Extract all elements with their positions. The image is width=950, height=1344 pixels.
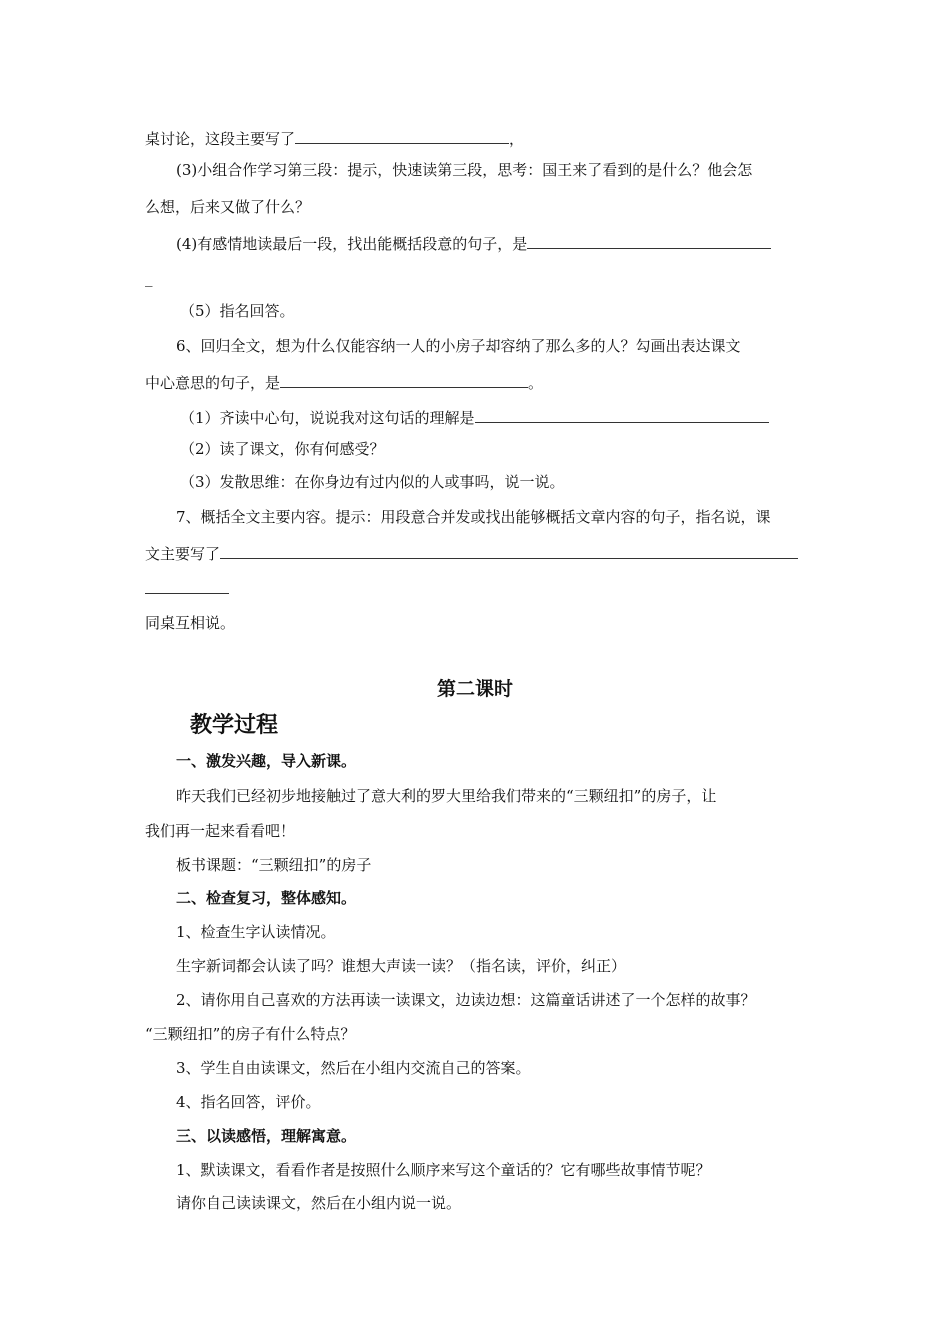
line-text: 二、检查复习，整体感知。 (176, 889, 357, 907)
line-text: 昨天我们已经初步地接触过了意大利的罗大里给我们带来的“三颗纽扣”的房子，让 (176, 787, 717, 805)
text-line (176, 233, 807, 254)
line-text: （1）齐读中心句，说说我对这句话的理解是 (180, 409, 475, 427)
text-line (176, 507, 807, 527)
line-text: 桌讨论，这段主要写了 (145, 130, 296, 148)
line-text: 4、指名回答，评价。 (176, 1093, 321, 1111)
line-text: （2）读了课文，你有何感受？ (180, 440, 385, 458)
line-text: （5）指名回答。 (180, 302, 295, 320)
text-line (145, 372, 807, 393)
answer-blank[interactable] (280, 372, 528, 388)
line-text: 生字新词都会认读了吗？谁想大声读一读？（指名读，评价，纠正） (176, 957, 627, 975)
text-line (145, 821, 807, 841)
text-line (180, 407, 807, 428)
line-text: 1、检查生字认读情况。 (176, 923, 336, 941)
text-line (180, 301, 807, 321)
line-text: “三颗纽扣”的房子有什么特点？ (145, 1025, 356, 1043)
text-line (180, 472, 807, 492)
line-text: (3)小组合作学习第三段：提示，快速读第三段，思考：国王来了看到的是什么？他会怎 (176, 161, 753, 179)
text-line (176, 1160, 807, 1180)
text-line (145, 613, 807, 633)
line-text: （3）发散思维：在你身边有过内似的人或事吗，说一说。 (180, 473, 565, 491)
line-text: 7、概括全文主要内容。提示：用段意合并发或找出能够概括文章内容的句子，指名说，课 (176, 508, 771, 526)
line-text: 。 (528, 374, 544, 392)
text-line (145, 1024, 807, 1044)
line-text: 三、以读感悟，理解寓意。 (176, 1127, 357, 1145)
text-line (145, 268, 807, 288)
line-text: ， (509, 130, 525, 148)
text-line (176, 1058, 807, 1078)
text-line (180, 439, 807, 459)
text-line (176, 855, 807, 875)
text-line (145, 578, 807, 599)
step-heading (176, 888, 807, 908)
text-line (176, 160, 807, 180)
line-text: 么想，后来又做了什么？ (145, 198, 311, 216)
section-subtitle: 教学过程 (190, 712, 279, 738)
line-text: (4)有感情地读最后一段，找出能概括段意的句子，是 (176, 235, 528, 253)
answer-blank[interactable] (527, 233, 771, 249)
line-text: 一、激发兴趣，导入新课。 (176, 752, 357, 770)
answer-blank[interactable] (220, 543, 798, 559)
step-heading (176, 751, 807, 771)
answer-blank[interactable] (475, 407, 769, 423)
line-text: 请你自己读读课文，然后在小组内说一说。 (176, 1194, 462, 1212)
section-title: 第二课时 (436, 678, 513, 700)
text-line (145, 128, 807, 149)
answer-blank-continuation[interactable] (145, 578, 229, 594)
line-text: _ (145, 269, 153, 287)
line-text: 中心意思的句子，是 (145, 374, 281, 392)
line-text: 2、请你用自己喜欢的方法再读一读课文，边读边想：这篇童话讲述了一个怎样的故事？ (176, 991, 756, 1009)
text-line (176, 1092, 807, 1112)
line-text: 同桌互相说。 (145, 614, 236, 632)
text-line (176, 922, 807, 942)
line-text: 文主要写了 (145, 545, 221, 563)
text-line (145, 197, 807, 217)
answer-blank[interactable] (295, 128, 509, 144)
line-text: 3、学生自由读课文，然后在小组内交流自己的答案。 (176, 1059, 531, 1077)
text-line (176, 1193, 807, 1213)
text-line (176, 336, 807, 356)
line-text: 1、默读课文，看看作者是按照什么顺序来写这个童话的？它有哪些故事情节呢？ (176, 1161, 711, 1179)
text-line (176, 956, 807, 976)
text-line (176, 786, 807, 806)
line-text: 我们再一起来看看吧！ (145, 822, 296, 840)
line-text: 板书课题：“三颗纽扣”的房子 (176, 856, 372, 874)
text-line (145, 543, 807, 564)
text-line (176, 990, 807, 1010)
line-text: 6、回归全文，想为什么仅能容纳一人的小房子却容纳了那么多的人？勾画出表达课文 (176, 337, 741, 355)
step-heading (176, 1126, 807, 1146)
